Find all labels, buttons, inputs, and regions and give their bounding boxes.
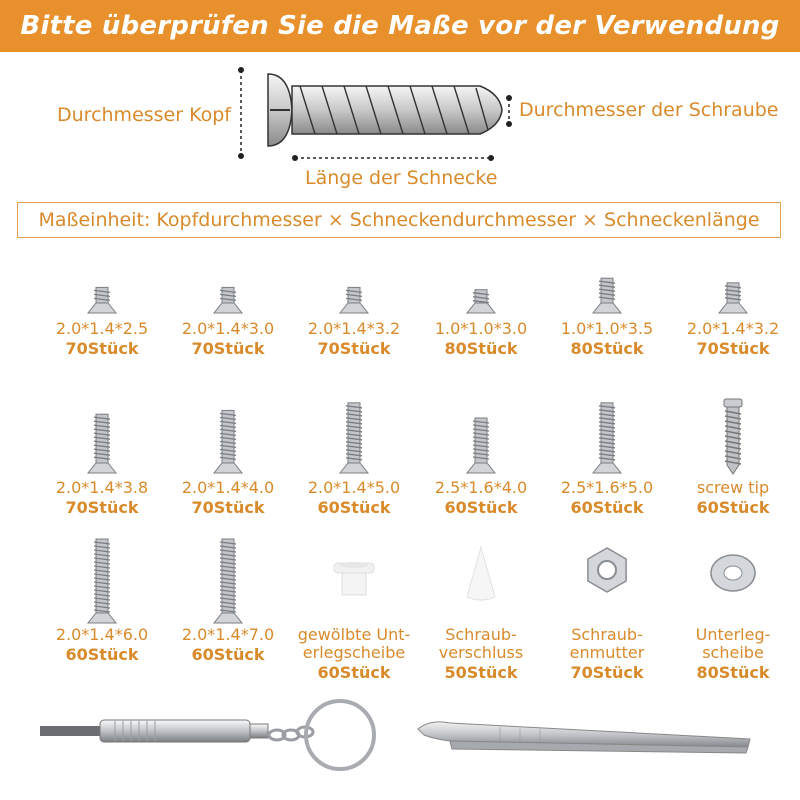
countersunk-screw-icon xyxy=(38,385,166,475)
domed-washer-icon xyxy=(290,525,418,625)
part-size-label: screw tip xyxy=(696,478,770,497)
screwdriver-keyring xyxy=(35,690,405,795)
part-size-label: 2.0*1.4*3.2 xyxy=(686,319,780,338)
tweezers-icon xyxy=(410,705,760,785)
part-quantity-label: 80Stück xyxy=(444,339,518,358)
part-quantity-label: 60Stück xyxy=(65,645,139,664)
part-quantity-label: 70Stück xyxy=(191,339,265,358)
part-quantity-label: 60Stück xyxy=(570,498,644,517)
part-quantity-label: 70Stück xyxy=(191,498,265,517)
countersunk-screw-icon xyxy=(543,255,671,315)
countersunk-screw-icon xyxy=(290,385,418,475)
screw-cap-icon xyxy=(417,525,545,625)
part-size-label: gewölbte Unt- erlegscheibe xyxy=(297,625,411,662)
countersunk-screw-icon xyxy=(164,385,292,475)
part-quantity-label: 70Stück xyxy=(65,498,139,517)
countersunk-screw-icon xyxy=(38,525,166,625)
part-quantity-label: 60Stück xyxy=(317,663,391,682)
part-quantity-label: 70Stück xyxy=(696,339,770,358)
unit-description-box xyxy=(17,202,781,238)
hex-nut-icon xyxy=(543,525,671,625)
part-size-label: Schraub- enmutter xyxy=(569,625,645,662)
screwdriver-keyring-icon xyxy=(35,690,405,795)
part-quantity-label: 70Stück xyxy=(317,339,391,358)
part-quantity-label: 70Stück xyxy=(65,339,139,358)
countersunk-screw-icon xyxy=(164,525,292,625)
part-size-label: 2.0*1.4*3.2 xyxy=(307,319,401,338)
part-size-label: 2.0*1.4*4.0 xyxy=(181,478,275,497)
shaft-diameter-label: Durchmesser der Schraube xyxy=(519,99,779,121)
flat-washer-icon xyxy=(669,525,797,625)
part-quantity-label: 80Stück xyxy=(570,339,644,358)
part-quantity-label: 70Stück xyxy=(570,663,644,682)
tweezers xyxy=(410,705,760,785)
countersunk-screw-icon xyxy=(669,255,797,315)
part-size-label: Unterleg- scheibe xyxy=(695,625,771,662)
length-label: Länge der Schnecke xyxy=(305,167,498,189)
pointed-screw-icon xyxy=(669,385,797,475)
countersunk-screw-icon xyxy=(543,385,671,475)
countersunk-screw-icon xyxy=(164,255,292,315)
part-quantity-label: 50Stück xyxy=(444,663,518,682)
part-size-label: Schraub- verschluss xyxy=(438,625,524,662)
countersunk-screw-icon xyxy=(290,255,418,315)
page-title: Bitte überprüfen Sie die Maße vor der Verwendung xyxy=(20,11,780,41)
part-size-label: 2.0*1.4*5.0 xyxy=(307,478,401,497)
part-quantity-label: 60Stück xyxy=(696,498,770,517)
countersunk-screw-icon xyxy=(38,255,166,315)
part-size-label: 2.0*1.4*3.0 xyxy=(181,319,275,338)
part-quantity-label: 60Stück xyxy=(317,498,391,517)
countersunk-screw-icon xyxy=(417,385,545,475)
part-size-label: 2.0*1.4*7.0 xyxy=(181,625,275,644)
head-diameter-label: Durchmesser Kopf xyxy=(57,104,231,126)
part-size-label: 1.0*1.0*3.0 xyxy=(434,319,528,338)
part-quantity-label: 80Stück xyxy=(696,663,770,682)
part-size-label: 2.5*1.6*5.0 xyxy=(560,478,654,497)
part-quantity-label: 60Stück xyxy=(444,498,518,517)
dimension-diagram xyxy=(0,52,800,202)
part-size-label: 1.0*1.0*3.5 xyxy=(560,319,654,338)
unit-description: Maßeinheit: Kopfdurchmesser × Schneckendurchmesser × Schneckenlänge xyxy=(38,209,760,231)
part-size-label: 2.0*1.4*6.0 xyxy=(55,625,149,644)
part-size-label: 2.0*1.4*3.8 xyxy=(55,478,149,497)
part-size-label: 2.5*1.6*4.0 xyxy=(434,478,528,497)
header-banner xyxy=(0,0,800,52)
part-quantity-label: 60Stück xyxy=(191,645,265,664)
countersunk-screw-icon xyxy=(417,255,545,315)
part-size-label: 2.0*1.4*2.5 xyxy=(55,319,149,338)
